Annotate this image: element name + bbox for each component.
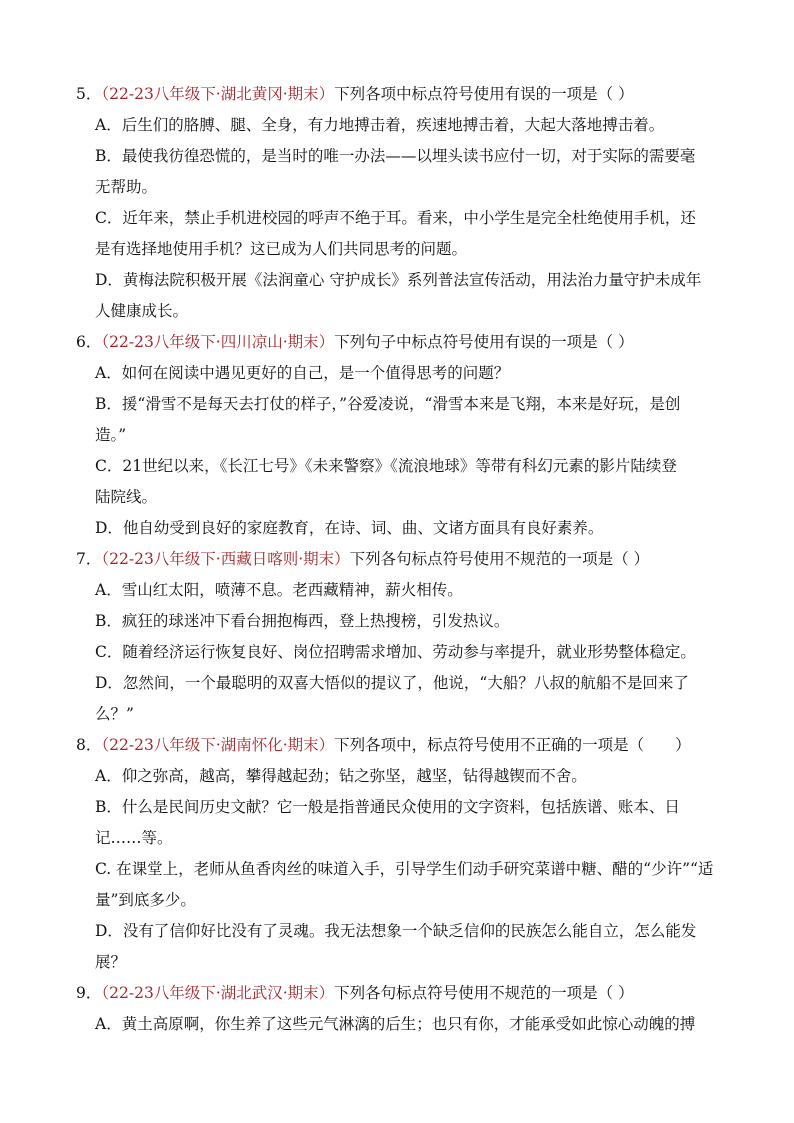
question-5-option-a: A．后生们的胳膊、腿、全身，有力地搏击着，疾速地搏击着，大起大落地搏击着。 [95, 116, 665, 134]
question-8-option-b-cont: 记……等。 [95, 829, 173, 847]
question-stem: 下列各项中标点符号使用有误的一项是（ ） [334, 85, 634, 103]
question-stem: 下列各句标点符号使用不规范的一项是（ ） [349, 550, 650, 568]
question-source: （22-23八年级下·西藏日喀则·期末） [101, 550, 350, 568]
question-source: （22-23八年级下·湖北黄冈·期末） [101, 85, 335, 103]
question-number: 5． [76, 85, 102, 103]
question-8-option-c-cont: 量”到底多少。 [95, 891, 196, 909]
question-8-option-d: D．没有了信仰好比没有了灵魂。我无法想象一个缺乏信仰的民族怎么能自立，怎么能发 [95, 922, 697, 940]
question-number: 6． [76, 333, 102, 351]
question-7-option-a: A．雪山红太阳，喷薄不息。老西藏精神，薪火相传。 [95, 581, 463, 599]
question-7-option-c: C．随着经济运行恢复良好、岗位招聘需求增加、劳动参与率提升，就业形势整体稳定。 [95, 643, 696, 661]
question-8-option-d-cont: 展？ [95, 953, 127, 971]
question-5-option-b-cont: 无帮助。 [95, 178, 158, 196]
question-7-header [76, 549, 649, 569]
question-stem: 下列各项中，标点符号使用不正确的一项是（ ） [334, 736, 691, 754]
question-source: （22-23八年级下·湖北武汉·期末） [101, 984, 335, 1002]
question-6-option-c-cont: 陆院线。 [95, 488, 158, 506]
question-6-option-b-cont: 造。” [95, 426, 127, 444]
question-6-header [76, 332, 634, 352]
question-8-option-c: C. 在课堂上，老师从鱼香肉丝的味道入手，引导学生们动手研究菜谱中糖、醋的“少许”“适 [95, 860, 714, 878]
question-number: 8． [76, 736, 102, 754]
question-5-header [76, 84, 634, 104]
question-stem: 下列各句标点符号使用不规范的一项是（ ） [334, 984, 634, 1002]
question-9-option-a: A．黄土高原啊，你生养了这些元气淋漓的后生；也只有你，才能承受如此惊心动魄的搏 [95, 1015, 696, 1033]
question-source: （22-23八年级下·四川凉山·期末） [101, 333, 335, 351]
question-number: 7． [76, 550, 102, 568]
question-6-option-c: C．21世纪以来，《长江七号》《未来警察》《流浪地球》等带有科幻元素的影片陆续登 [95, 457, 677, 475]
question-7-option-d: D．忽然间，一个最聪明的双喜大悟似的提议了，他说，“大船？八叔的航船不是回来了 [95, 674, 689, 692]
question-9-header [76, 983, 634, 1003]
question-source: （22-23八年级下·湖南怀化·期末） [101, 736, 335, 754]
question-6-option-b: B．援“滑雪不是每天去打仗的样子，”谷爱凌说，“滑雪本来是飞翔，本来是好玩，是创 [95, 395, 681, 413]
question-5-option-b: B．最使我彷徨恐慌的，是当时的唯一办法——以埋头读书应付一切，对于实际的需要毫 [95, 147, 696, 165]
question-number: 9． [76, 984, 102, 1002]
question-6-option-d: D．他自幼受到良好的家庭教育，在诗、词、曲、文诸方面具有良好素养。 [95, 519, 604, 537]
question-6-option-a: A．如何在阅读中遇见更好的自己，是一个值得思考的问题？ [95, 364, 510, 382]
question-8-option-a: A．仰之弥高，越高，攀得越起劲；钻之弥坚，越坚，钻得越锲而不舍。 [95, 767, 587, 785]
question-5-option-c-cont: 是有选择地使用手机？这已成为人们共同思考的问题。 [95, 240, 468, 258]
question-7-option-b: B．疯狂的球迷冲下看台拥抱梅西，登上热搜榜，引发热议。 [95, 612, 510, 630]
question-5-option-d-cont: 人健康成长。 [95, 302, 189, 320]
question-5-option-c: C．近年来，禁止手机进校园的呼声不绝于耳。看来，中小学生是完全杜绝使用手机，还 [95, 209, 696, 227]
question-7-option-d-cont: 么？” [95, 705, 134, 723]
question-stem: 下列句子中标点符号使用有误的一项是（ ） [334, 333, 634, 351]
question-5-option-d: D．黄梅法院积极开展《法润童心 守护成长》系列普法宣传活动，用法治力量守护未成年 [95, 271, 702, 289]
question-8-header [76, 735, 691, 755]
question-8-option-b: B．什么是民间历史文献？它一般是指普通民众使用的文字资料，包括族谱、账本、日 [95, 798, 680, 816]
